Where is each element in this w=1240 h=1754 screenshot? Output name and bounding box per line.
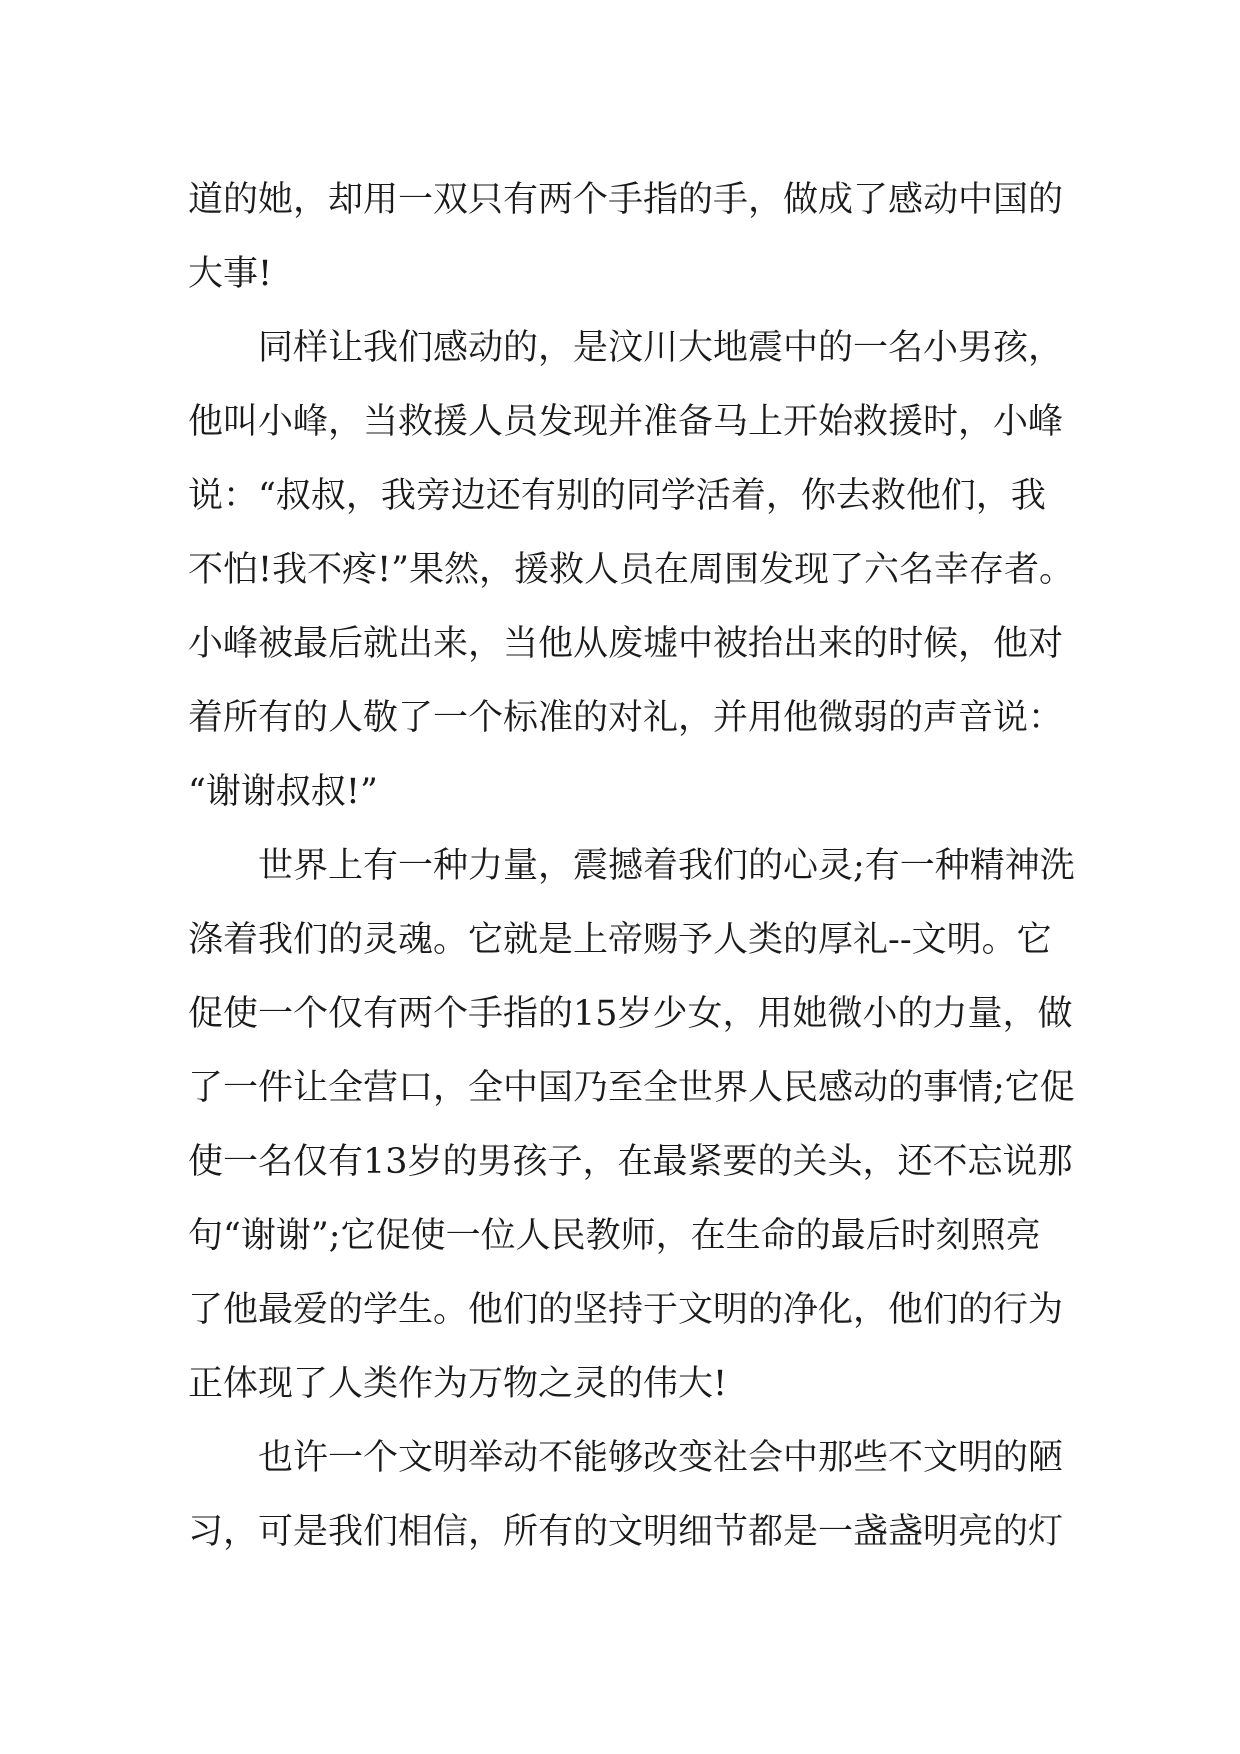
text-line-indented: 也许一个文明举动不能够改变社会中那些不文明的陋 xyxy=(258,1438,1064,1478)
text-line: 说：“叔叔，我旁边还有别的同学活着，你去救他们，我 xyxy=(188,476,1046,516)
text-line: 大事! xyxy=(188,254,273,294)
text-line-indented: 世界上有一种力量，震撼着我们的心灵;有一种精神洗 xyxy=(258,846,1075,886)
text-line: 涤着我们的灵魂。它就是上帝赐予人类的厚礼--文明。它 xyxy=(188,920,1052,960)
text-line: 了他最爱的学生。他们的坚持于文明的净化，他们的行为 xyxy=(188,1290,1064,1330)
text-line-indented: 同样让我们感动的，是汶川大地震中的一名小男孩， xyxy=(258,328,1064,368)
text-line: 使一名仅有13岁的男孩子，在最紧要的关头，还不忘说那 xyxy=(188,1142,1073,1182)
text-line: 道的她，却用一双只有两个手指的手，做成了感动中国的 xyxy=(188,180,1064,220)
text-line: 促使一个仅有两个手指的15岁少女，用她微小的力量，做 xyxy=(188,994,1073,1034)
text-line: 习，可是我们相信，所有的文明细节都是一盏盏明亮的灯 xyxy=(188,1512,1064,1552)
text-line: “谢谢叔叔!” xyxy=(188,772,378,812)
text-line: 了一件让全营口，全中国乃至全世界人民感动的事情;它促 xyxy=(188,1068,1075,1108)
text-line: 不怕!我不疼!”果然，援救人员在周围发现了六名幸存者。 xyxy=(188,550,1075,590)
text-line: 小峰被最后就出来，当他从废墟中被抬出来的时候，他对 xyxy=(188,624,1064,664)
text-line: 他叫小峰，当救援人员发现并准备马上开始救援时，小峰 xyxy=(188,402,1064,442)
text-line: 句“谢谢”;它促使一位人民教师，在生命的最后时刻照亮 xyxy=(188,1216,1041,1256)
text-line: 着所有的人敬了一个标准的对礼，并用他微弱的声音说： xyxy=(188,698,1064,738)
text-line: 正体现了人类作为万物之灵的伟大! xyxy=(188,1364,728,1404)
